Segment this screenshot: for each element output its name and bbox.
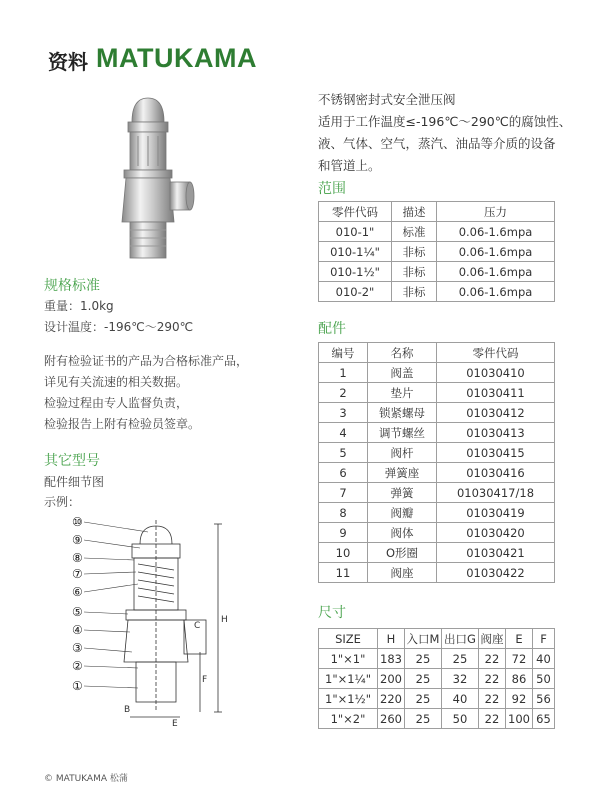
callout-6: ⑥ — [72, 585, 83, 599]
callout-9: ⑨ — [72, 533, 83, 547]
other-line-2: 示例： — [44, 495, 81, 509]
table-cell: 10 — [319, 543, 368, 563]
table-row — [319, 709, 555, 729]
table-cell: 92 — [506, 689, 533, 709]
table-cell: 垫片 — [368, 383, 437, 403]
table-cell: 01030416 — [437, 463, 555, 483]
table-header: 阀座 — [479, 629, 506, 649]
table-cell: 50 — [533, 669, 555, 689]
callout-2: ② — [72, 659, 83, 673]
table-cell: 2 — [319, 383, 368, 403]
table-header-row — [319, 343, 555, 363]
table-header: 名称 — [368, 343, 437, 363]
range-table — [318, 201, 555, 302]
table-cell: 5 — [319, 443, 368, 463]
table-cell: 0.06-1.6mpa — [437, 222, 555, 242]
table-cell: 01030420 — [437, 523, 555, 543]
parts-table — [318, 342, 555, 583]
table-cell: 调节螺丝 — [368, 423, 437, 443]
table-cell: 01030417/18 — [437, 483, 555, 503]
table-cell: 100 — [506, 709, 533, 729]
size-table — [318, 628, 555, 729]
table-cell: 22 — [479, 649, 506, 669]
table-cell: 40 — [442, 689, 479, 709]
cross-section-diagram — [68, 512, 248, 737]
range-title: 范围 — [318, 181, 346, 197]
table-cell: 阀瓣 — [368, 503, 437, 523]
table-cell: 01030411 — [437, 383, 555, 403]
table-row — [319, 363, 555, 383]
table-header: 描述 — [392, 202, 437, 222]
table-row — [319, 463, 555, 483]
table-cell: 40 — [533, 649, 555, 669]
table-cell: 86 — [506, 669, 533, 689]
table-cell: 阀体 — [368, 523, 437, 543]
callout-5: ⑤ — [72, 605, 83, 619]
table-cell: 非标 — [392, 262, 437, 282]
table-row — [319, 282, 555, 302]
table-cell: 9 — [319, 523, 368, 543]
spec-title: 规格标准 — [44, 278, 100, 294]
parts-title: 配件 — [318, 321, 346, 337]
dim-label-e: E — [172, 719, 178, 729]
table-cell: 非标 — [392, 242, 437, 262]
table-header: F — [533, 629, 555, 649]
table-cell: 22 — [479, 689, 506, 709]
desc-line-2: 液、气体、空气，蒸汽、油品等介质的设备 — [318, 136, 556, 151]
table-cell: 8 — [319, 503, 368, 523]
brand-logo: MATUKAMA — [96, 43, 257, 73]
product-title: 不锈钢密封式安全泄压阀 — [318, 92, 456, 107]
size-title: 尺寸 — [318, 605, 346, 621]
table-header: E — [506, 629, 533, 649]
callout-10: ⑩ — [72, 515, 83, 529]
dim-label-c: C — [194, 621, 201, 631]
table-header: 编号 — [319, 343, 368, 363]
table-cell: 25 — [405, 669, 442, 689]
table-cell: 1 — [319, 363, 368, 383]
header-title: 资料 — [48, 50, 88, 74]
table-cell: 阀盖 — [368, 363, 437, 383]
table-header: 零件代码 — [437, 343, 555, 363]
table-cell: 阀座 — [368, 563, 437, 583]
table-header: 入口M — [405, 629, 442, 649]
table-cell: 11 — [319, 563, 368, 583]
table-cell: 0.06-1.6mpa — [437, 262, 555, 282]
spec-note-4: 检验报告上附有检验员签章。 — [44, 417, 201, 431]
table-row — [319, 689, 555, 709]
table-header: 零件代码 — [319, 202, 392, 222]
table-cell: 183 — [378, 649, 405, 669]
table-cell: 01030413 — [437, 423, 555, 443]
table-cell: 0.06-1.6mpa — [437, 282, 555, 302]
table-cell: 0.06-1.6mpa — [437, 242, 555, 262]
table-row — [319, 222, 555, 242]
table-cell: 25 — [405, 689, 442, 709]
table-row — [319, 262, 555, 282]
table-header: H — [378, 629, 405, 649]
table-header: 出口G — [442, 629, 479, 649]
table-cell: 4 — [319, 423, 368, 443]
other-title: 其它型号 — [44, 453, 100, 469]
table-row — [319, 403, 555, 423]
table-cell: 200 — [378, 669, 405, 689]
spec-note-2: 详见有关流速的相关数据。 — [44, 375, 189, 389]
table-row — [319, 543, 555, 563]
table-row — [319, 649, 555, 669]
spec-temp: 设计温度：-196℃～290℃ — [44, 320, 194, 334]
table-row — [319, 563, 555, 583]
table-cell: 锁紧螺母 — [368, 403, 437, 423]
table-cell: 65 — [533, 709, 555, 729]
table-cell: O形圈 — [368, 543, 437, 563]
table-cell: 弹簧座 — [368, 463, 437, 483]
table-cell: 01030422 — [437, 563, 555, 583]
table-cell: 弹簧 — [368, 483, 437, 503]
dim-label-f: F — [202, 675, 208, 685]
table-cell: 01030410 — [437, 363, 555, 383]
table-cell: 72 — [506, 649, 533, 669]
table-row — [319, 383, 555, 403]
table-header: 压力 — [437, 202, 555, 222]
table-cell: 25 — [405, 649, 442, 669]
table-row — [319, 483, 555, 503]
table-cell: 01030419 — [437, 503, 555, 523]
table-header-row — [319, 629, 555, 649]
callout-1: ① — [72, 679, 83, 693]
table-cell: 1"×1¼" — [319, 669, 378, 689]
table-row — [319, 503, 555, 523]
table-cell: 标准 — [392, 222, 437, 242]
table-cell: 010-1" — [319, 222, 392, 242]
table-cell: 010-1½" — [319, 262, 392, 282]
desc-line-3: 和管道上。 — [318, 158, 381, 173]
valve-photo — [108, 92, 208, 262]
table-cell: 01030421 — [437, 543, 555, 563]
table-cell: 01030412 — [437, 403, 555, 423]
table-row — [319, 669, 555, 689]
other-line-1: 配件细节图 — [44, 475, 105, 489]
table-cell: 22 — [479, 669, 506, 689]
table-cell: 01030415 — [437, 443, 555, 463]
spec-note-3: 检验过程由专人监督负责， — [44, 396, 189, 410]
footer-copyright: © MATUKAMA 松蒲 — [44, 774, 128, 784]
callout-4: ④ — [72, 623, 83, 637]
table-cell: 32 — [442, 669, 479, 689]
table-cell: 25 — [405, 709, 442, 729]
table-cell: 阀杆 — [368, 443, 437, 463]
table-cell: 220 — [378, 689, 405, 709]
table-header: SIZE — [319, 629, 378, 649]
callout-7: ⑦ — [72, 567, 83, 581]
desc-line-1: 适用于工作温度≤-196℃～290℃的腐蚀性、 — [318, 114, 572, 129]
table-cell: 1"×1" — [319, 649, 378, 669]
spec-note-1: 附有检验证书的产品为合格标准产品， — [44, 354, 249, 368]
table-cell: 1"×1½" — [319, 689, 378, 709]
table-cell: 22 — [479, 709, 506, 729]
table-row — [319, 443, 555, 463]
table-cell: 010-2" — [319, 282, 392, 302]
dim-label-b: B — [124, 705, 131, 715]
table-cell: 非标 — [392, 282, 437, 302]
table-cell: 25 — [442, 649, 479, 669]
dim-label-h: H — [221, 615, 228, 625]
table-cell: 260 — [378, 709, 405, 729]
table-cell: 1"×2" — [319, 709, 378, 729]
spec-weight: 重量：1.0kg — [44, 299, 114, 313]
callout-3: ③ — [72, 641, 83, 655]
table-cell: 7 — [319, 483, 368, 503]
table-cell: 56 — [533, 689, 555, 709]
table-cell: 50 — [442, 709, 479, 729]
table-cell: 6 — [319, 463, 368, 483]
table-cell: 010-1¼" — [319, 242, 392, 262]
table-header-row — [319, 202, 555, 222]
callout-8: ⑧ — [72, 551, 83, 565]
table-row — [319, 523, 555, 543]
table-row — [319, 423, 555, 443]
table-cell: 3 — [319, 403, 368, 423]
table-row — [319, 242, 555, 262]
